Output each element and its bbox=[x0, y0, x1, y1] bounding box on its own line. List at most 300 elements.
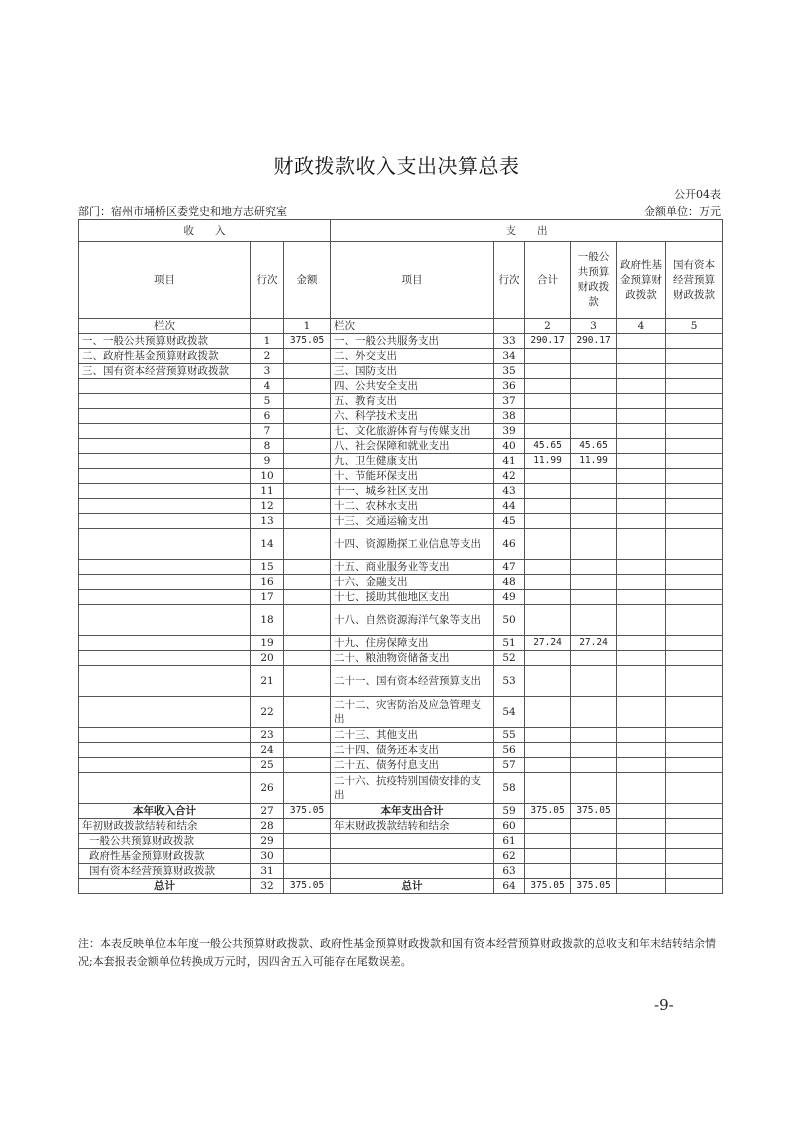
income-amount bbox=[284, 849, 331, 864]
expense-row-no: 60 bbox=[494, 819, 525, 834]
expense-gov-fund bbox=[617, 529, 666, 560]
income-row-no: 26 bbox=[251, 773, 284, 804]
expense-state-capital bbox=[666, 758, 723, 773]
income-row-no: 6 bbox=[251, 409, 284, 424]
income-row-no: 29 bbox=[251, 834, 284, 849]
expense-state-capital bbox=[666, 499, 723, 514]
income-row-no: 17 bbox=[251, 590, 284, 605]
expense-row-no: 64 bbox=[494, 879, 525, 894]
income-row-no: 25 bbox=[251, 758, 284, 773]
table-code: 公开04表 bbox=[674, 188, 721, 201]
income-item: 总计 bbox=[79, 879, 251, 894]
expense-total bbox=[525, 819, 571, 834]
table-row bbox=[79, 484, 723, 499]
expense-state-capital bbox=[666, 636, 723, 651]
expense-gov-fund bbox=[617, 364, 666, 379]
expense-total: 375.05 bbox=[525, 804, 571, 819]
income-row-no: 3 bbox=[251, 364, 284, 379]
expense-gov-fund bbox=[617, 879, 666, 894]
income-item bbox=[79, 499, 251, 514]
income-row-no: 5 bbox=[251, 394, 284, 409]
expense-general-budget bbox=[571, 560, 617, 575]
expense-general-budget bbox=[571, 469, 617, 484]
expense-row-no: 51 bbox=[494, 636, 525, 651]
income-item bbox=[79, 605, 251, 636]
income-row-no: 19 bbox=[251, 636, 284, 651]
income-header: 收 入 bbox=[79, 220, 331, 242]
expense-gov-fund bbox=[617, 834, 666, 849]
expense-row-no: 38 bbox=[494, 409, 525, 424]
expense-total bbox=[525, 529, 571, 560]
expense-row-no: 43 bbox=[494, 484, 525, 499]
expense-total bbox=[525, 590, 571, 605]
income-amount bbox=[284, 560, 331, 575]
table-row bbox=[79, 834, 723, 849]
table-row bbox=[79, 651, 723, 666]
expense-state-capital bbox=[666, 334, 723, 349]
table-row bbox=[79, 379, 723, 394]
expense-item: 十四、资源勘探工业信息等支出 bbox=[331, 529, 494, 560]
income-row-no: 4 bbox=[251, 379, 284, 394]
expense-total bbox=[525, 728, 571, 743]
expense-row-no: 52 bbox=[494, 651, 525, 666]
expense-total bbox=[525, 409, 571, 424]
expense-gov-fund bbox=[617, 575, 666, 590]
expense-state-capital bbox=[666, 879, 723, 894]
expense-gov-fund bbox=[617, 819, 666, 834]
income-amount bbox=[284, 864, 331, 879]
expense-item: 二十一、国有资本经营预算支出 bbox=[331, 666, 494, 697]
expense-total bbox=[525, 743, 571, 758]
expense-row-no: 63 bbox=[494, 864, 525, 879]
expense-item bbox=[331, 849, 494, 864]
expense-general-budget bbox=[571, 499, 617, 514]
income-row-no: 7 bbox=[251, 424, 284, 439]
table-row bbox=[79, 394, 723, 409]
income-row-no: 22 bbox=[251, 697, 284, 728]
expense-item: 十三、交通运输支出 bbox=[331, 514, 494, 529]
expense-total bbox=[525, 666, 571, 697]
table-row bbox=[79, 529, 723, 560]
col-number: 2 bbox=[525, 319, 571, 334]
income-item bbox=[79, 728, 251, 743]
footnote: 注：本表反映单位本年度一般公共预算财政拨款、政府性基金预算财政拨款和国有资本经营预算财政拨款的总收支和年末结转结余情况;本套报表金额单位转换成万元时，因四舍五入可能存在尾数误差。 bbox=[78, 937, 716, 968]
expense-total bbox=[525, 864, 571, 879]
expense-total bbox=[525, 424, 571, 439]
expense-general-budget: 45.65 bbox=[571, 439, 617, 454]
expense-general-budget bbox=[571, 743, 617, 758]
income-amount: 375.05 bbox=[284, 879, 331, 894]
expense-state-capital bbox=[666, 849, 723, 864]
expense-gov-fund bbox=[617, 697, 666, 728]
income-amount bbox=[284, 697, 331, 728]
income-item bbox=[79, 484, 251, 499]
expense-row-no: 35 bbox=[494, 364, 525, 379]
income-amount bbox=[284, 590, 331, 605]
income-row-no: 23 bbox=[251, 728, 284, 743]
expense-total bbox=[525, 499, 571, 514]
income-row-no: 15 bbox=[251, 560, 284, 575]
expense-total bbox=[525, 560, 571, 575]
expense-item: 二十四、债务还本支出 bbox=[331, 743, 494, 758]
income-row-no: 24 bbox=[251, 743, 284, 758]
expense-total bbox=[525, 484, 571, 499]
col-number: 1 bbox=[284, 319, 331, 334]
table-row bbox=[79, 439, 723, 454]
expense-gov-fund bbox=[617, 743, 666, 758]
expense-gov-fund bbox=[617, 560, 666, 575]
expense-item: 三、国防支出 bbox=[331, 364, 494, 379]
income-row-no: 20 bbox=[251, 651, 284, 666]
expense-gov-fund bbox=[617, 651, 666, 666]
expense-row-no: 42 bbox=[494, 469, 525, 484]
income-item bbox=[79, 560, 251, 575]
expense-total bbox=[525, 849, 571, 864]
expense-general-budget bbox=[571, 697, 617, 728]
expense-row-no: 49 bbox=[494, 590, 525, 605]
expense-general-budget bbox=[571, 651, 617, 666]
expense-gov-fund bbox=[617, 469, 666, 484]
income-row-no: 31 bbox=[251, 864, 284, 879]
income-item bbox=[79, 651, 251, 666]
expense-total: 290.17 bbox=[525, 334, 571, 349]
table-row bbox=[79, 334, 723, 349]
expense-item: 七、文化旅游体育与传媒支出 bbox=[331, 424, 494, 439]
expense-gov-fund bbox=[617, 379, 666, 394]
expense-row-no: 53 bbox=[494, 666, 525, 697]
expense-general-budget bbox=[571, 849, 617, 864]
income-item bbox=[79, 590, 251, 605]
table-row bbox=[79, 879, 723, 894]
income-item bbox=[79, 469, 251, 484]
expense-general-budget: 375.05 bbox=[571, 879, 617, 894]
state-capital-header: 国有资本经营预算财政拨款 bbox=[666, 242, 723, 319]
table-row bbox=[79, 819, 723, 834]
income-amount bbox=[284, 424, 331, 439]
expense-item: 四、公共安全支出 bbox=[331, 379, 494, 394]
expense-state-capital bbox=[666, 605, 723, 636]
expense-general-budget: 11.99 bbox=[571, 454, 617, 469]
income-item bbox=[79, 697, 251, 728]
income-amount bbox=[284, 394, 331, 409]
expense-item: 十七、援助其他地区支出 bbox=[331, 590, 494, 605]
expense-item: 十二、农林水支出 bbox=[331, 499, 494, 514]
expense-item: 年末财政拨款结转和结余 bbox=[331, 819, 494, 834]
expense-state-capital bbox=[666, 409, 723, 424]
expense-general-budget bbox=[571, 605, 617, 636]
income-amount bbox=[284, 349, 331, 364]
income-amount bbox=[284, 758, 331, 773]
expense-gov-fund bbox=[617, 728, 666, 743]
expense-total bbox=[525, 514, 571, 529]
expense-item: 总计 bbox=[331, 879, 494, 894]
income-row-no: 14 bbox=[251, 529, 284, 560]
expense-general-budget bbox=[571, 379, 617, 394]
table-row bbox=[79, 636, 723, 651]
expense-row-no: 37 bbox=[494, 394, 525, 409]
expense-state-capital bbox=[666, 590, 723, 605]
general-budget-header: 一般公共预算财政拨款 bbox=[571, 242, 617, 319]
income-row-no: 32 bbox=[251, 879, 284, 894]
expense-row-no: 62 bbox=[494, 849, 525, 864]
expense-state-capital bbox=[666, 454, 723, 469]
expense-state-capital bbox=[666, 349, 723, 364]
income-item bbox=[79, 575, 251, 590]
expense-item: 二十三、其他支出 bbox=[331, 728, 494, 743]
col-number: 3 bbox=[571, 319, 617, 334]
expense-item: 二十、粮油物资储备支出 bbox=[331, 651, 494, 666]
expense-item: 十一、城乡社区支出 bbox=[331, 484, 494, 499]
expense-item: 十九、住房保障支出 bbox=[331, 636, 494, 651]
table-row bbox=[79, 560, 723, 575]
expense-row-no: 55 bbox=[494, 728, 525, 743]
income-row-no: 27 bbox=[251, 804, 284, 819]
expense-row-no: 36 bbox=[494, 379, 525, 394]
expense-state-capital bbox=[666, 819, 723, 834]
gov-fund-header: 政府性基金预算财政拨款 bbox=[617, 242, 666, 319]
income-amount bbox=[284, 514, 331, 529]
income-item: 本年收入合计 bbox=[79, 804, 251, 819]
expense-row-no: 33 bbox=[494, 334, 525, 349]
table-row bbox=[79, 364, 723, 379]
expense-state-capital bbox=[666, 773, 723, 804]
table-row bbox=[79, 409, 723, 424]
expense-item-header: 项目 bbox=[331, 242, 494, 319]
total-header: 合计 bbox=[525, 242, 571, 319]
col-number: 5 bbox=[666, 319, 723, 334]
expense-state-capital bbox=[666, 379, 723, 394]
expense-general-budget bbox=[571, 409, 617, 424]
income-amount bbox=[284, 605, 331, 636]
expense-row-no: 34 bbox=[494, 349, 525, 364]
expense-item: 十、节能环保支出 bbox=[331, 469, 494, 484]
expense-total: 27.24 bbox=[525, 636, 571, 651]
expense-general-budget bbox=[571, 514, 617, 529]
expense-total: 375.05 bbox=[525, 879, 571, 894]
expense-state-capital bbox=[666, 864, 723, 879]
expense-general-budget: 27.24 bbox=[571, 636, 617, 651]
income-item-header: 项目 bbox=[79, 242, 251, 319]
expense-state-capital bbox=[666, 575, 723, 590]
expense-row-no: 44 bbox=[494, 499, 525, 514]
expense-gov-fund bbox=[617, 864, 666, 879]
table-row bbox=[79, 469, 723, 484]
expense-state-capital bbox=[666, 529, 723, 560]
income-row-no: 18 bbox=[251, 605, 284, 636]
expense-gov-fund bbox=[617, 409, 666, 424]
income-amount: 375.05 bbox=[284, 804, 331, 819]
expense-item: 二十五、债务付息支出 bbox=[331, 758, 494, 773]
expense-item: 一、一般公共服务支出 bbox=[331, 334, 494, 349]
expense-general-budget bbox=[571, 728, 617, 743]
fiscal-summary-table bbox=[78, 219, 723, 894]
expense-gov-fund bbox=[617, 514, 666, 529]
expense-general-budget bbox=[571, 484, 617, 499]
expense-gov-fund bbox=[617, 666, 666, 697]
income-amount bbox=[284, 636, 331, 651]
col-number: 4 bbox=[617, 319, 666, 334]
income-row-no-header: 行次 bbox=[251, 242, 284, 319]
expense-total bbox=[525, 379, 571, 394]
expense-general-budget bbox=[571, 864, 617, 879]
expense-item bbox=[331, 864, 494, 879]
expense-total bbox=[525, 575, 571, 590]
table-row bbox=[79, 575, 723, 590]
table-row bbox=[79, 804, 723, 819]
expense-state-capital bbox=[666, 469, 723, 484]
expense-gov-fund bbox=[617, 439, 666, 454]
income-row-no: 8 bbox=[251, 439, 284, 454]
expense-general-budget bbox=[571, 394, 617, 409]
expense-item: 五、教育支出 bbox=[331, 394, 494, 409]
income-amount bbox=[284, 484, 331, 499]
income-row-no: 10 bbox=[251, 469, 284, 484]
expense-state-capital bbox=[666, 651, 723, 666]
expense-general-budget: 375.05 bbox=[571, 804, 617, 819]
expense-total: 11.99 bbox=[525, 454, 571, 469]
expense-general-budget bbox=[571, 590, 617, 605]
income-item: 年初财政拨款结转和结余 bbox=[79, 819, 251, 834]
income-item bbox=[79, 666, 251, 697]
expense-item: 十五、商业服务业等支出 bbox=[331, 560, 494, 575]
expense-gov-fund bbox=[617, 394, 666, 409]
income-row-no: 11 bbox=[251, 484, 284, 499]
expense-total bbox=[525, 469, 571, 484]
expense-general-budget bbox=[571, 364, 617, 379]
income-item bbox=[79, 439, 251, 454]
department-label: 部门：宿州市埇桥区委党史和地方志研究室 bbox=[78, 205, 287, 218]
expense-total bbox=[525, 605, 571, 636]
expense-total bbox=[525, 834, 571, 849]
income-row-no: 13 bbox=[251, 514, 284, 529]
expense-general-budget bbox=[571, 575, 617, 590]
table-row bbox=[79, 454, 723, 469]
page-title: 财政拨款收入支出决算总表 bbox=[273, 154, 520, 178]
income-amount bbox=[284, 379, 331, 394]
expense-gov-fund bbox=[617, 454, 666, 469]
expense-general-budget: 290.17 bbox=[571, 334, 617, 349]
income-amount bbox=[284, 651, 331, 666]
income-row-no: 16 bbox=[251, 575, 284, 590]
table-row bbox=[79, 605, 723, 636]
table-row bbox=[79, 728, 723, 743]
table-row bbox=[79, 849, 723, 864]
income-row-no: 28 bbox=[251, 819, 284, 834]
expense-total bbox=[525, 364, 571, 379]
expense-total: 45.65 bbox=[525, 439, 571, 454]
income-amount bbox=[284, 575, 331, 590]
income-row-no: 12 bbox=[251, 499, 284, 514]
table-row bbox=[79, 424, 723, 439]
expense-gov-fund bbox=[617, 334, 666, 349]
expense-row-no: 57 bbox=[494, 758, 525, 773]
expense-general-budget bbox=[571, 424, 617, 439]
expense-header: 支 出 bbox=[331, 220, 723, 242]
table-row bbox=[79, 758, 723, 773]
income-row-no: 2 bbox=[251, 349, 284, 364]
col-label: 栏次 bbox=[79, 319, 251, 334]
expense-general-budget bbox=[571, 819, 617, 834]
income-item bbox=[79, 454, 251, 469]
income-item: 三、国有资本经营预算财政拨款 bbox=[79, 364, 251, 379]
income-item bbox=[79, 409, 251, 424]
table-row bbox=[79, 514, 723, 529]
income-amount bbox=[284, 773, 331, 804]
expense-total bbox=[525, 758, 571, 773]
unit-label: 金额单位：万元 bbox=[644, 205, 721, 218]
expense-row-no: 48 bbox=[494, 575, 525, 590]
income-row-no: 1 bbox=[251, 334, 284, 349]
income-amount: 375.05 bbox=[284, 334, 331, 349]
income-item bbox=[79, 394, 251, 409]
income-item bbox=[79, 743, 251, 758]
expense-gov-fund bbox=[617, 758, 666, 773]
expense-state-capital bbox=[666, 804, 723, 819]
expense-row-no: 58 bbox=[494, 773, 525, 804]
expense-total bbox=[525, 349, 571, 364]
page-number: -9- bbox=[654, 996, 674, 1014]
expense-item: 十八、自然资源海洋气象等支出 bbox=[331, 605, 494, 636]
expense-gov-fund bbox=[617, 590, 666, 605]
expense-row-no: 40 bbox=[494, 439, 525, 454]
income-row-no: 30 bbox=[251, 849, 284, 864]
expense-state-capital bbox=[666, 394, 723, 409]
income-amount bbox=[284, 819, 331, 834]
income-item: 二、政府性基金预算财政拨款 bbox=[79, 349, 251, 364]
expense-gov-fund bbox=[617, 804, 666, 819]
expense-gov-fund bbox=[617, 849, 666, 864]
income-item: 一般公共预算财政拨款 bbox=[79, 834, 251, 849]
income-item bbox=[79, 529, 251, 560]
expense-gov-fund bbox=[617, 424, 666, 439]
expense-gov-fund bbox=[617, 636, 666, 651]
expense-general-budget bbox=[571, 758, 617, 773]
income-amount bbox=[284, 666, 331, 697]
income-amount bbox=[284, 529, 331, 560]
expense-row-no: 59 bbox=[494, 804, 525, 819]
expense-item bbox=[331, 834, 494, 849]
expense-state-capital bbox=[666, 728, 723, 743]
expense-item: 六、科学技术支出 bbox=[331, 409, 494, 424]
expense-state-capital bbox=[666, 666, 723, 697]
expense-state-capital bbox=[666, 743, 723, 758]
expense-state-capital bbox=[666, 697, 723, 728]
expense-gov-fund bbox=[617, 773, 666, 804]
expense-general-budget bbox=[571, 529, 617, 560]
expense-state-capital bbox=[666, 439, 723, 454]
income-item bbox=[79, 514, 251, 529]
table-row bbox=[79, 697, 723, 728]
income-amount bbox=[284, 364, 331, 379]
income-item bbox=[79, 773, 251, 804]
expense-gov-fund bbox=[617, 484, 666, 499]
income-amount bbox=[284, 454, 331, 469]
table-row bbox=[79, 864, 723, 879]
expense-row-no: 47 bbox=[494, 560, 525, 575]
expense-state-capital bbox=[666, 364, 723, 379]
income-amount bbox=[284, 743, 331, 758]
expense-row-no: 54 bbox=[494, 697, 525, 728]
income-amount-header: 金额 bbox=[284, 242, 331, 319]
expense-row-no: 46 bbox=[494, 529, 525, 560]
income-item: 一、一般公共预算财政拨款 bbox=[79, 334, 251, 349]
income-amount bbox=[284, 834, 331, 849]
income-item bbox=[79, 424, 251, 439]
expense-row-no-header: 行次 bbox=[494, 242, 525, 319]
expense-total bbox=[525, 394, 571, 409]
income-amount bbox=[284, 439, 331, 454]
expense-row-no: 56 bbox=[494, 743, 525, 758]
